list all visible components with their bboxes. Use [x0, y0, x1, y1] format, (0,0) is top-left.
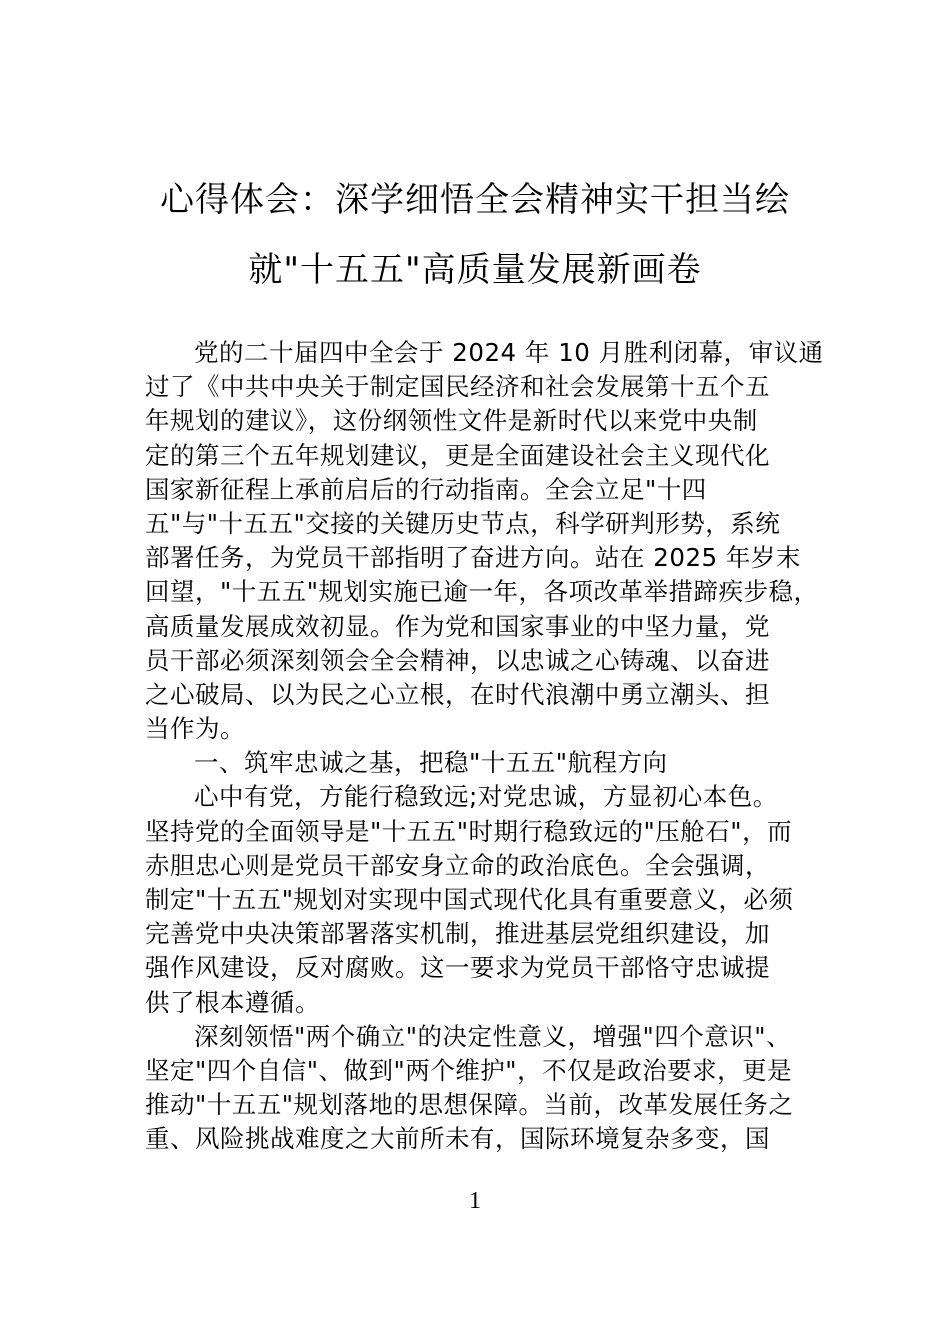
body-line: 五"与"十五五"交接的关键历史节点，科学研判形势，系统: [145, 508, 781, 538]
body-line: 党的二十届四中全会于 2024 年 10 月胜利闭幕，审议通: [194, 338, 824, 367]
body-line: 坚持党的全面领导是"十五五"时期行稳致远的"压舱石"，而: [145, 816, 793, 846]
section-heading: 一、筑牢忠诚之基，把稳"十五五"航程方向: [194, 748, 668, 778]
body-line: 当作为。: [145, 714, 245, 744]
body-line: 之心破局、以为民之心立根，在时代浪潮中勇立潮头、担: [145, 679, 770, 709]
document-title-line-2: 就"十五五"高质量发展新画卷: [248, 250, 702, 290]
body-line: 完善党中央决策部署落实机制，推进基层党组织建设，加: [145, 919, 770, 949]
body-line: 坚定"四个自信"、做到"两个维护"，不仅是政治要求，更是: [145, 1055, 793, 1085]
body-line: 年规划的建议》，这份纲领性文件是新时代以来党中央制: [145, 406, 758, 436]
body-line: 强作风建设，反对腐败。这一要求为党员干部恪守忠诚提: [145, 953, 770, 983]
page-number: 1: [469, 1188, 481, 1214]
body-line: 深刻领悟"两个确立"的决定性意义，增强"四个意识"、: [194, 1021, 792, 1051]
body-line: 赤胆忠心则是党员干部安身立命的政治底色。全会强调，: [145, 850, 770, 880]
body-line: 回望，"十五五"规划实施已逾一年，各项改革举措蹄疾步稳，: [145, 577, 819, 607]
body-line: 定的第三个五年规划建议，更是全面建设社会主义现代化: [145, 440, 770, 470]
body-line: 制定"十五五"规划对实现中国式现代化具有重要意义，必须: [145, 885, 794, 914]
body-line: 部署任务，为党员干部指明了奋进方向。站在 2025 年岁末: [145, 543, 801, 573]
body-line: 推动"十五五"规划落地的思想保障。当前，改革发展任务之: [145, 1090, 794, 1120]
document-title-line-1: 心得体会：深学细悟全会精神实干担当绘: [160, 180, 790, 220]
body-line: 国家新征程上承前启后的行动指南。全会立足"十四: [145, 474, 707, 504]
body-line: 过了《中共中央关于制定国民经济和社会发展第十五个五: [145, 372, 770, 402]
body-line: 高质量发展成效初显。作为党和国家事业的中坚力量，党: [145, 611, 770, 641]
body-line: 供了根本遵循。: [145, 987, 320, 1017]
body-line: 员干部必须深刻领会全会精神，以忠诚之心铸魂、以奋进: [145, 645, 770, 675]
body-line: 重、风险挑战难度之大前所未有，国际环境复杂多变，国: [145, 1124, 770, 1154]
body-line: 心中有党，方能行稳致远;对党忠诚，方显初心本色。: [194, 782, 778, 812]
document-body: [145, 336, 845, 1157]
